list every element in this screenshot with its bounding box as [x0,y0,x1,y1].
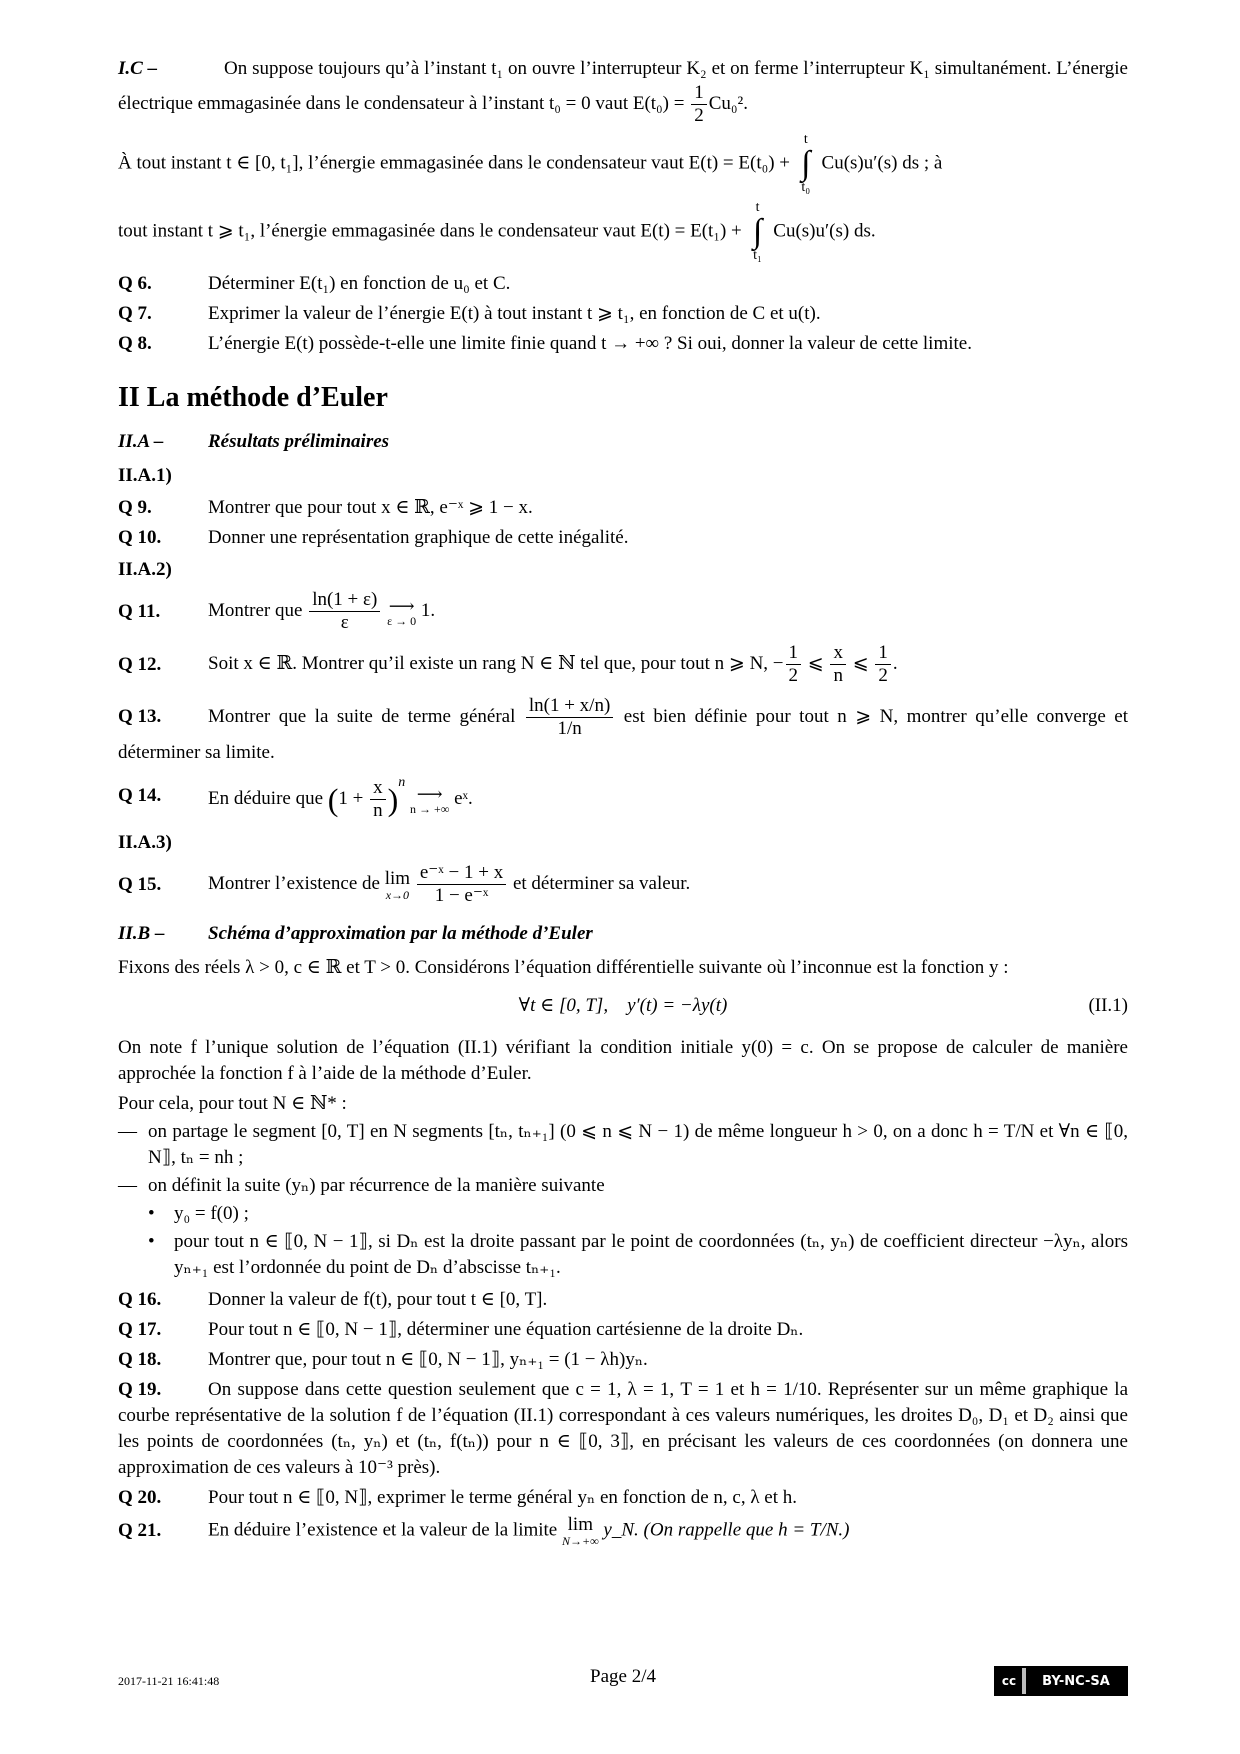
q15-lim-sub: x→0 [385,887,410,902]
iia2-heading: II.A.2) [118,559,172,580]
ic-text-3b: Cu(s)u′(s) ds. [773,220,876,242]
q18-label: Q 18. [118,1349,162,1371]
q21-mid: y_N. [603,1519,639,1541]
q12-f2n: x [830,642,846,665]
int2-upper: t [755,200,760,215]
q17-text: Pour tout n ∈ ⟦0, N − 1⟧, déterminer une équation cartésienne de la droite Dₙ. [208,1319,804,1341]
question-20 [118,1485,1128,1511]
question-6 [118,271,1128,297]
int2-lower: t₁ [753,248,762,263]
int1-sign: ∫ [801,145,811,182]
question-9 [118,495,1128,521]
bullet-item-1 [148,1201,1128,1227]
timestamp: 2017-11-21 16:41:48 [118,1674,220,1688]
iib-paragraph-2: On note f l’unique solution de l’équation (II.1) vérifiant la condition initiale y(0) = c. On se propose de calculer de manière approchée la fonction f à l’aide de la méthode d’Euler. [118,1037,1128,1085]
ic-text-1b: Cu₀². [708,92,748,114]
q11-fraction [309,589,380,634]
question-15 [118,862,1128,907]
ic-fraction [691,82,707,127]
q16-label: Q 16. [118,1289,162,1311]
q10-label: Q 10. [118,527,162,548]
q11-den: ε [340,612,349,633]
q16-text: Donner la valeur de f(t), pour tout t ∈ [0, T]. [208,1289,548,1311]
footer [118,1666,1128,1696]
dash-text-2: on définit la suite (yₙ) par récurrence de la manière suivante [148,1175,605,1197]
q12-leq-1: ⩽ [807,652,824,674]
iia-head: II.A – [118,431,164,452]
q11-pre: Montrer que [208,599,303,621]
bullet-mark-1: • [148,1203,155,1225]
q11-arrow: ⟶ ε → 0 [387,595,417,628]
q9-text: Montrer que pour tout x ∈ ℝ, e⁻ˣ ⩾ 1 − x. [208,497,533,518]
subsection-iib [118,921,1128,947]
equation-text: ∀t ∈ [0, T], y′(t) = −λy(t) [518,995,728,1017]
q13-post: est bien définie pour tout n ⩾ N, montrer qu’elle converge et déterminer sa limite. [118,705,1128,763]
q15-lim-word: lim [384,867,411,889]
q12-label: Q 12. [118,653,162,675]
q14-exp: n [398,775,406,790]
dash-mark-1: — [118,1121,137,1143]
dash-mark-2: — [118,1175,137,1197]
q12-pre: Soit x ∈ ℝ. Montrer qu’il existe un rang N ∈ ℕ tel que, pour tout n ⩾ N, − [208,652,784,674]
question-13 [118,695,1128,766]
q21-post: (On rappelle que h = T/N.) [643,1519,850,1541]
q17-label: Q 17. [118,1319,162,1341]
q12-frac-3 [875,642,891,687]
q7-text: Exprimer la valeur de l’énergie E(t) à tout instant t ⩾ t₁, en fonction de C et u(t). [208,303,821,324]
q14-body [208,770,1128,822]
q13-den: 1/n [557,718,582,739]
integral-1 [795,133,817,195]
q14-arrow-sub: n → +∞ [410,801,450,816]
q11-num: ln(1 + ε) [309,589,380,612]
q7-label: Q 7. [118,303,152,324]
q15-lim [385,869,410,901]
dash-text-1: on partage le segment [0, T] en N segments [tₙ, tₙ₊₁] (0 ⩽ n ⩽ N − 1) de même longueur h > 0, on a donc h = T/N et ∀n ∈ ⟦0, N⟧, tₙ = nh ; [148,1121,1128,1169]
q15-post: et déterminer sa valeur. [512,873,691,894]
bullet-mark-2: • [148,1231,155,1253]
ic-paragraph-3 [118,201,1128,263]
question-8 [118,331,1128,357]
q12-f2d: n [833,665,843,686]
dash-item-1 [118,1119,1128,1171]
bullet-text-2: pour tout n ∈ ⟦0, N − 1⟧, si Dₙ est la droite passant par le point de coordonnées (tₙ, yₙ) de coefficient directeur −λyₙ, alors yₙ₊₁ est l’ordonnée du point de Dₙ d’abscisse tₙ₊₁. [174,1231,1128,1279]
ic-paragraph-2 [118,133,1128,195]
q15-fraction [417,862,506,907]
q15-num: e⁻ˣ − 1 + x [417,862,506,885]
q14-label: Q 14. [118,785,162,807]
q21-lim-word: lim [567,1514,593,1536]
q13-pre: Montrer que la suite de terme général [208,705,516,727]
section-title: II La méthode d’Euler [118,382,388,413]
q14-arrow: ⟶ n → +∞ [410,783,450,816]
question-16 [118,1287,1128,1313]
q21-body [208,1515,1128,1547]
q11-body [208,589,1128,634]
question-14 [118,770,1128,822]
ic-label: I.C – [118,58,158,79]
equation-number: (II.1) [1088,995,1128,1017]
q12-f1n: 1 [786,642,802,665]
q19-text: On suppose dans cette question seulement que c = 1, λ = 1, T = 1 et h = 1/10. Représenter sur un même graphique la courbe représentative de la solution f de l’équation (II.1) correspondant à ces valeurs numériques, les droites D₀, D₁ et D₂ ainsi que les points de coordonnées (tₙ, yₙ) et (tₙ, f(tₙ)) pour n ∈ ⟦0, 3⟧, en précisant les valeurs de ces coordonnées (on donnera une approximation de ces valeurs à 10⁻³ près). [118,1379,1128,1479]
question-18 [118,1347,1128,1373]
q14-pre: En déduire que [208,788,324,809]
q14-lparen: ( [327,781,339,818]
q21-pre: En déduire l’existence et la valeur de la limite [208,1519,558,1541]
q20-text: Pour tout n ∈ ⟦0, N⟧, exprimer le terme général yₙ en fonction de n, c, λ et h. [208,1487,798,1509]
q15-pre: Montrer l’existence de [208,873,380,894]
subsection-iia [118,429,1128,455]
ic-frac-num: 1 [691,82,707,105]
equation-ii1 [118,993,1128,1023]
q14-post: eˣ. [454,788,473,809]
ic-text-2b: Cu(s)u′(s) ds ; à [821,152,943,174]
page-body [118,56,1128,1551]
iib-paragraph-1: Fixons des réels λ > 0, c ∈ ℝ et T > 0. Considérons l’équation différentielle suivante où l’inconnue est la fonction y : [118,957,1009,979]
question-11 [118,589,1128,634]
q21-lim [562,1515,599,1547]
q13-label: Q 13. [118,705,162,727]
q12-body [208,642,1128,687]
integral-2 [747,201,769,263]
q11-arrow-sub: ε → 0 [387,613,417,628]
bullet-text-1: y₀ = f(0) ; [174,1203,249,1225]
question-21 [118,1515,1128,1547]
iib-head: II.B – [118,923,165,945]
iib-paragraph-3: Pour cela, pour tout N ∈ ℕ* : [118,1093,347,1115]
q15-den: 1 − e⁻ˣ [434,885,489,907]
iia-title: Résultats préliminaires [208,431,390,452]
question-12 [118,642,1128,687]
q18-text: Montrer que, pour tout n ∈ ⟦0, N − 1⟧, yₙ₊₁ = (1 − λh)yₙ. [208,1349,648,1371]
int2-sign: ∫ [752,213,763,250]
iia3-heading: II.A.3) [118,832,172,854]
q12-post: . [892,652,898,674]
int1-lower: t₀ [801,180,811,195]
q6-label: Q 6. [118,273,152,294]
q12-leq-2: ⩽ [852,652,869,674]
q15-label: Q 15. [118,873,162,895]
q14-num: x [370,777,386,800]
q13-fraction [526,695,613,740]
q21-lim-sub: N→+∞ [562,1534,599,1549]
iia1-heading: II.A.1) [118,465,172,486]
q9-label: Q 9. [118,497,152,518]
question-10 [118,525,1128,551]
bullet-item-2 [148,1229,1128,1281]
q8-text: L’énergie E(t) possède-t-elle une limite finie quand t → +∞ ? Si oui, donner la valeur de cette limite. [208,333,972,354]
page-number: Page 2/4 [590,1666,656,1687]
q6-text: Déterminer E(t₁) en fonction de u₀ et C. [208,273,511,294]
q21-label: Q 21. [118,1520,162,1542]
cc-license-badge [994,1666,1128,1696]
ic-text-2: À tout instant t ∈ [0, t₁], l’énergie emmagasinée dans le condensateur vaut E(t) = E(t₀) + [118,152,791,174]
question-17 [118,1317,1128,1343]
question-19 [118,1377,1128,1481]
iib-title: Schéma d’approximation par la méthode d’Euler [208,923,593,945]
q19-label: Q 19. [118,1379,162,1401]
q11-label: Q 11. [118,600,161,622]
q11-post: 1. [420,599,436,621]
cc-license-text: BY-NC-SA [1026,1668,1126,1694]
ic-paragraph-1 [118,56,1128,127]
question-7 [118,301,1128,327]
q13-num: ln(1 + x/n) [526,695,613,718]
q12-f3d: 2 [878,665,888,686]
q10-text: Donner une représentation graphique de cette inégalité. [208,527,629,548]
q8-label: Q 8. [118,333,152,354]
q12-f1d: 2 [788,665,799,686]
q14-one: 1 + [338,788,364,809]
dash-item-2 [118,1173,1128,1199]
cc-icon: cc [996,1668,1022,1694]
ic-frac-den: 2 [694,105,704,126]
q12-frac-1 [786,642,802,687]
q14-fraction [370,777,386,822]
q20-label: Q 20. [118,1487,162,1509]
ic-text-3: tout instant t ⩾ t₁, l’énergie emmagasinée dans le condensateur vaut E(t) = E(t₁) + [118,220,742,242]
q15-body [208,862,1128,907]
ic-text-1: On suppose toujours qu’à l’instant t₁ on ouvre l’interrupteur K₂ et on ferme l’interrupteur K₁ simultanément. L’énergie électrique emmagasinée dans le condensateur à l’instant t₀ = 0 vaut E(t₀) = [118,58,1128,114]
int1-upper: t [803,132,808,147]
q14-den: n [373,800,383,822]
q12-frac-2 [830,642,846,687]
q14-rparen: ) [387,781,399,818]
q12-f3n: 1 [875,642,891,665]
